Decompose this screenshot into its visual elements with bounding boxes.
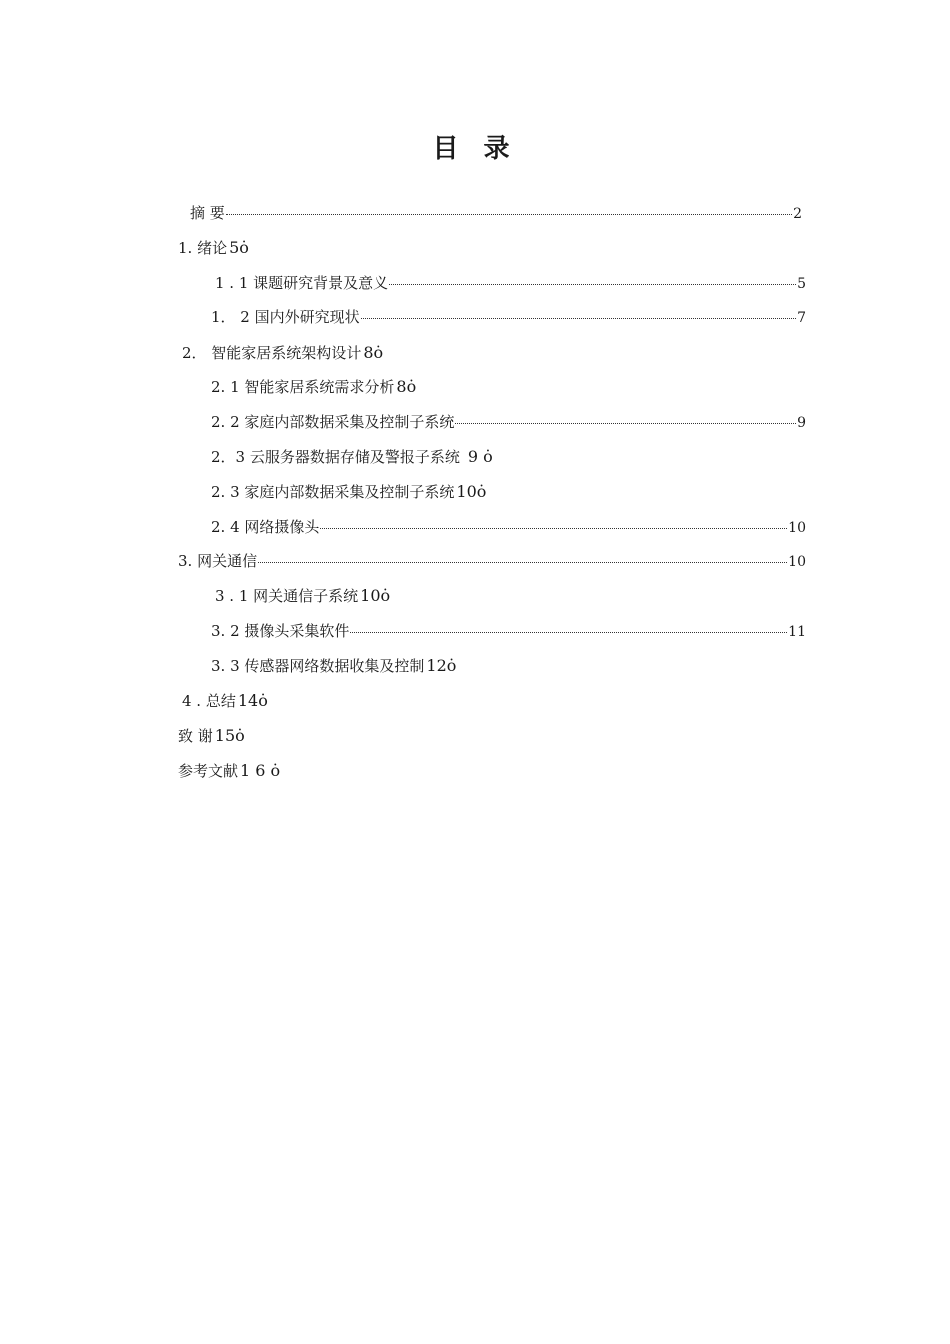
toc-label: 4 . 总结 [182,692,236,710]
toc-entry-3-3[interactable] [211,655,456,676]
toc-page-number: 10 [788,554,806,570]
toc-entry-chapter-1[interactable] [178,237,249,258]
toc-leader-dots [258,562,787,563]
toc-entry-2-3b[interactable] [211,481,486,502]
toc-entry-2-3a[interactable] [211,446,493,467]
toc-entry-2-1[interactable] [211,376,416,397]
toc-label: 3 . 1 网关通信子系统 [215,587,359,605]
toc-label: 2. 1 智能家居系统需求分析 [211,378,395,396]
toc-entry-1-2[interactable] [211,306,806,327]
toc-leader-dots [361,318,796,319]
toc-page-number: 5ȯ [229,238,249,257]
toc-entry-chapter-2[interactable] [182,342,383,363]
toc-label: 3. 3 传感器网络数据收集及控制 [211,657,425,675]
toc-label: 参考文献 [178,762,239,780]
toc-leader-dots [226,214,792,215]
toc-entry-references[interactable] [178,760,280,781]
toc-entry-chapter-4[interactable] [182,690,268,711]
toc-page-number: 10ȯ [456,482,487,501]
toc-leader-dots [389,284,796,285]
toc-page-number: 5 [797,276,806,292]
toc-leader-dots [455,423,796,424]
toc-page-number: 8ȯ [396,377,417,396]
toc-label: 3. 网关通信 [178,552,258,570]
toc-entry-3-1[interactable] [215,585,390,606]
toc-page-number: 1 6 ȯ [240,761,281,780]
toc-page-number: 12ȯ [426,656,457,675]
toc-label: 2． 智能家居系统架构设计 [182,344,362,362]
toc-entry-1-1[interactable] [215,272,806,293]
toc-label: 致 谢 [178,727,213,745]
toc-label: 1． 2 国内外研究现状 [211,308,360,326]
toc-entry-3-2[interactable] [211,620,806,641]
toc-label: 摘 要 [190,204,225,222]
toc-leader-dots [320,528,787,529]
toc-label: 1. 绪论 [178,239,228,257]
toc-label: 3. 2 摄像头采集软件 [211,622,350,640]
toc-leader-dots [350,632,787,633]
toc-label: 1 . 1 课题研究背景及意义 [215,274,389,292]
toc-entry-chapter-3[interactable] [178,550,806,571]
toc-entry-abstract[interactable] [190,202,802,223]
toc-page-number: 10 [788,520,806,536]
toc-entry-acknowledgements[interactable] [178,725,245,746]
page-title: 目 录 [432,134,518,164]
toc-page-number: 10ȯ [360,586,391,605]
toc-entry-2-4[interactable] [211,516,806,537]
toc-label: 2. 2 家庭内部数据采集及控制子系统 [211,413,455,431]
toc-label: 2．3 云服务器数据存储及警报子系统 [211,448,460,466]
toc-entry-2-2[interactable] [211,411,806,432]
toc-page-number: 9 ȯ [467,447,493,466]
toc-label: 2. 3 家庭内部数据采集及控制子系统 [211,483,455,501]
toc-page-number: 14ȯ [237,691,268,710]
toc-page-number: 2 [793,206,802,222]
toc-label: 2. 4 网络摄像头 [211,518,320,536]
toc-page-number: 7 [797,310,806,326]
toc-page-number: 15ȯ [214,726,245,745]
toc-page-number: 9 [797,415,806,431]
toc-page-number: 11 [788,624,806,640]
toc-page-number: 8ȯ [363,343,384,362]
